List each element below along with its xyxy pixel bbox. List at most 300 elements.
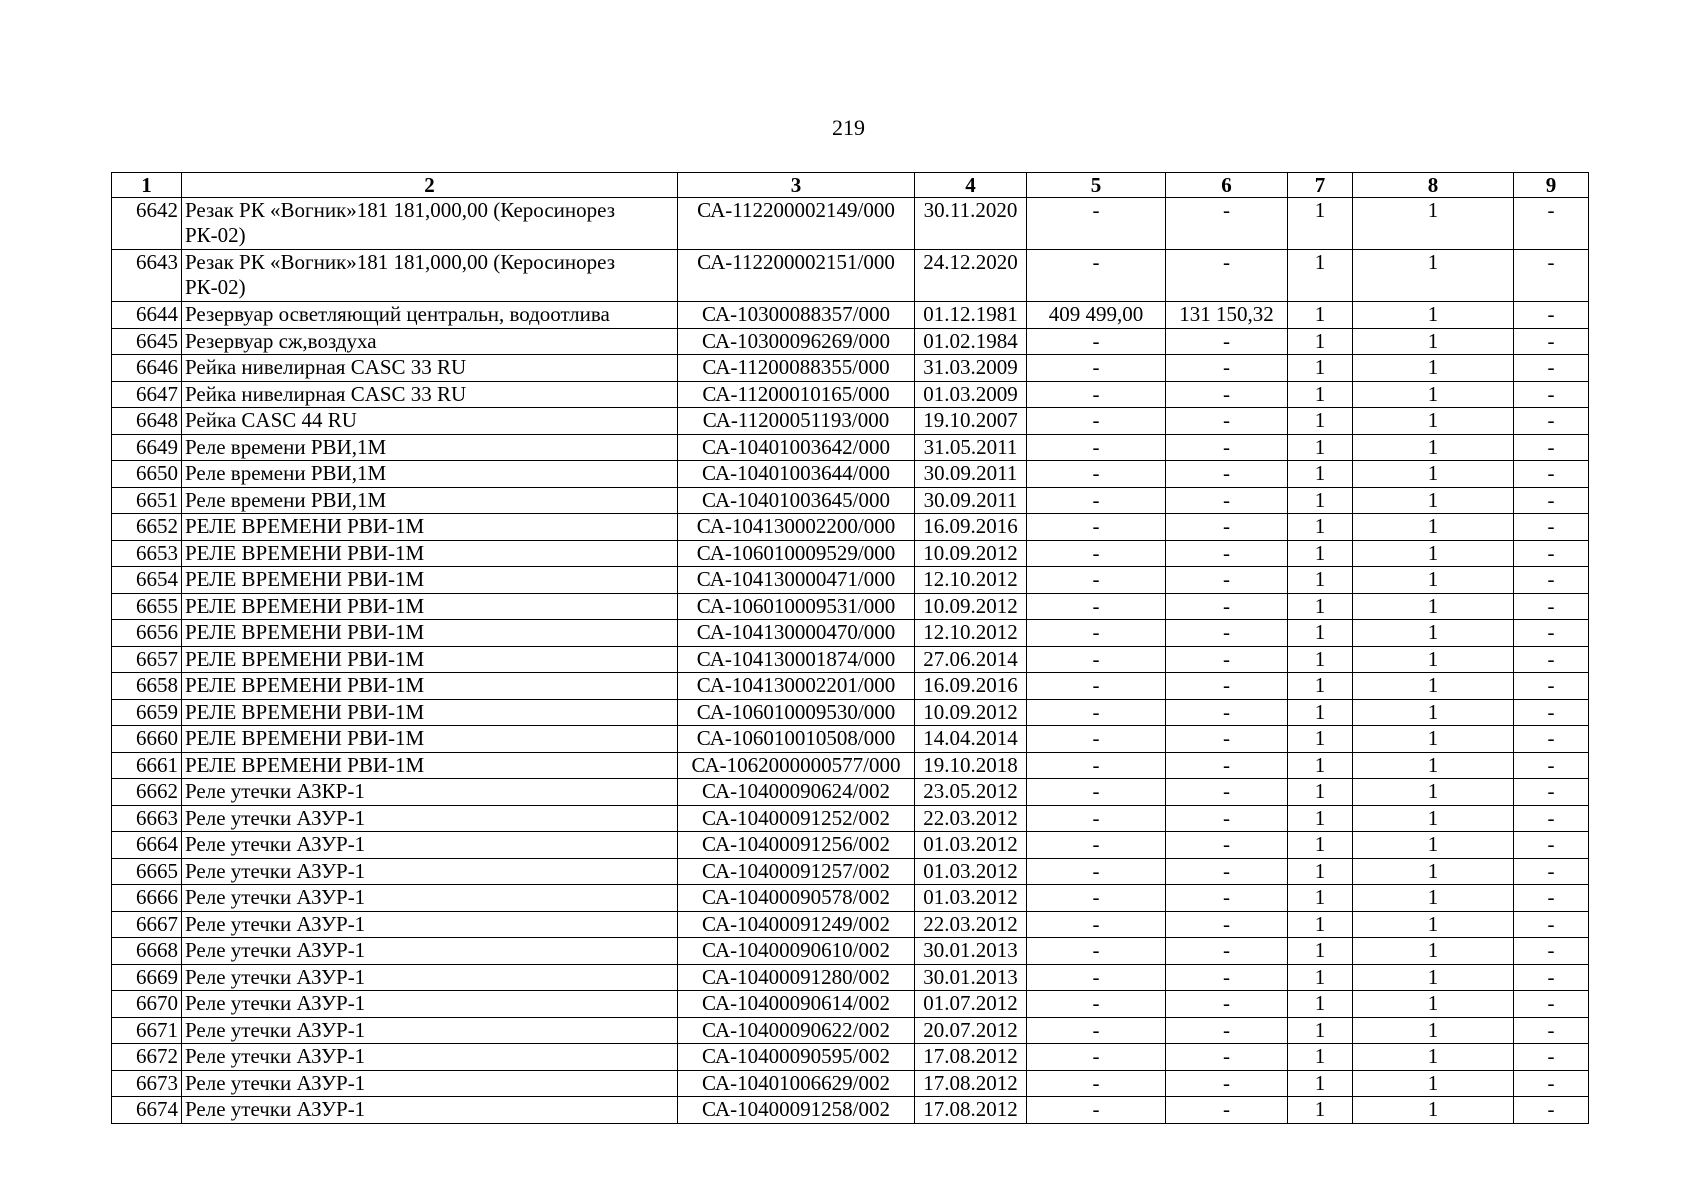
table-row xyxy=(112,726,1589,753)
table-row xyxy=(112,198,1589,250)
col-9-value: - xyxy=(1514,779,1589,806)
col-7-value: 1 xyxy=(1288,620,1353,647)
col-8-value: 1 xyxy=(1353,673,1514,700)
col-9-value: - xyxy=(1514,938,1589,965)
col-8-value: 1 xyxy=(1353,461,1514,488)
table-row xyxy=(112,408,1589,435)
col-9-value: - xyxy=(1514,673,1589,700)
col-7-value: 1 xyxy=(1288,858,1353,885)
inventory-code: СА-106010009531/000 xyxy=(678,593,915,620)
col-5-value: - xyxy=(1027,434,1166,461)
row-number: 6662 xyxy=(112,779,182,806)
table-row xyxy=(112,250,1589,302)
col-6-value: - xyxy=(1166,673,1288,700)
col-8-value: 1 xyxy=(1353,885,1514,912)
col-6-value: - xyxy=(1166,514,1288,541)
col-9-value: - xyxy=(1514,726,1589,753)
col-9-value: - xyxy=(1514,540,1589,567)
row-number: 6661 xyxy=(112,752,182,779)
table-row xyxy=(112,1097,1589,1124)
item-name: Рейка нивелирная CASC 33 RU xyxy=(182,355,678,382)
col-5-value: - xyxy=(1027,1097,1166,1124)
col-5-value: - xyxy=(1027,885,1166,912)
row-number: 6650 xyxy=(112,461,182,488)
col-7-value: 1 xyxy=(1288,805,1353,832)
inventory-code: СА-10401006629/002 xyxy=(678,1070,915,1097)
date: 30.09.2011 xyxy=(915,487,1027,514)
col-8-value: 1 xyxy=(1353,381,1514,408)
col-8-value: 1 xyxy=(1353,198,1514,250)
inventory-code: СА-10400091252/002 xyxy=(678,805,915,832)
table-row xyxy=(112,858,1589,885)
item-name: Резервуар осветляющий центральн, водоотлива xyxy=(182,302,678,329)
col-6-value: - xyxy=(1166,620,1288,647)
inventory-code: СА-106010009530/000 xyxy=(678,699,915,726)
date: 31.03.2009 xyxy=(915,355,1027,382)
date: 31.05.2011 xyxy=(915,434,1027,461)
col-7-value: 1 xyxy=(1288,832,1353,859)
col-7-value: 1 xyxy=(1288,198,1353,250)
date: 01.03.2009 xyxy=(915,381,1027,408)
col-9-value: - xyxy=(1514,567,1589,594)
row-number: 6648 xyxy=(112,408,182,435)
header-cell: 6 xyxy=(1166,173,1288,198)
date: 01.03.2012 xyxy=(915,832,1027,859)
item-name: РЕЛЕ ВРЕМЕНИ РВИ-1М xyxy=(182,646,678,673)
item-name: Рейка нивелирная CASC 33 RU xyxy=(182,381,678,408)
item-name: РЕЛЕ ВРЕМЕНИ РВИ-1М xyxy=(182,673,678,700)
col-6-value: - xyxy=(1166,434,1288,461)
date: 16.09.2016 xyxy=(915,673,1027,700)
item-name: Реле утечки АЗУР-1 xyxy=(182,938,678,965)
table-row xyxy=(112,567,1589,594)
col-6-value: 131 150,32 xyxy=(1166,302,1288,329)
col-6-value: - xyxy=(1166,752,1288,779)
col-8-value: 1 xyxy=(1353,726,1514,753)
item-name: РЕЛЕ ВРЕМЕНИ РВИ-1М xyxy=(182,699,678,726)
header-row xyxy=(112,173,1589,198)
col-8-value: 1 xyxy=(1353,620,1514,647)
col-7-value: 1 xyxy=(1288,885,1353,912)
item-name: Реле утечки АЗУР-1 xyxy=(182,1097,678,1124)
item-name: РЕЛЕ ВРЕМЕНИ РВИ-1М xyxy=(182,514,678,541)
inventory-code: СА-10300088357/000 xyxy=(678,302,915,329)
col-8-value: 1 xyxy=(1353,858,1514,885)
col-6-value: - xyxy=(1166,885,1288,912)
col-6-value: - xyxy=(1166,487,1288,514)
row-number: 6643 xyxy=(112,250,182,302)
col-7-value: 1 xyxy=(1288,567,1353,594)
date: 19.10.2018 xyxy=(915,752,1027,779)
table-row xyxy=(112,461,1589,488)
col-8-value: 1 xyxy=(1353,805,1514,832)
date: 19.10.2007 xyxy=(915,408,1027,435)
col-7-value: 1 xyxy=(1288,1070,1353,1097)
col-7-value: 1 xyxy=(1288,752,1353,779)
row-number: 6659 xyxy=(112,699,182,726)
item-name: Резак РК «Вогник»181 181,000,00 (Керосинорез РК-02) xyxy=(182,250,678,302)
col-8-value: 1 xyxy=(1353,699,1514,726)
col-5-value: - xyxy=(1027,964,1166,991)
inventory-code: СА-11200051193/000 xyxy=(678,408,915,435)
col-9-value: - xyxy=(1514,408,1589,435)
table-row xyxy=(112,434,1589,461)
col-5-value: - xyxy=(1027,1070,1166,1097)
table-row xyxy=(112,779,1589,806)
col-8-value: 1 xyxy=(1353,1044,1514,1071)
inventory-code: СА-1062000000577/000 xyxy=(678,752,915,779)
col-6-value: - xyxy=(1166,408,1288,435)
col-7-value: 1 xyxy=(1288,381,1353,408)
table-body xyxy=(112,198,1589,1124)
header-cell: 4 xyxy=(915,173,1027,198)
row-number: 6668 xyxy=(112,938,182,965)
inventory-code: СА-10400091249/002 xyxy=(678,911,915,938)
inventory-code: СА-10400090578/002 xyxy=(678,885,915,912)
col-7-value: 1 xyxy=(1288,646,1353,673)
inventory-code: СА-112200002151/000 xyxy=(678,250,915,302)
date: 30.11.2020 xyxy=(915,198,1027,250)
col-6-value: - xyxy=(1166,198,1288,250)
col-7-value: 1 xyxy=(1288,540,1353,567)
row-number: 6670 xyxy=(112,991,182,1018)
item-name: Реле утечки АЗУР-1 xyxy=(182,911,678,938)
row-number: 6673 xyxy=(112,1070,182,1097)
inventory-code: СА-104130002200/000 xyxy=(678,514,915,541)
date: 16.09.2016 xyxy=(915,514,1027,541)
col-7-value: 1 xyxy=(1288,328,1353,355)
table-row xyxy=(112,699,1589,726)
date: 23.05.2012 xyxy=(915,779,1027,806)
date: 30.09.2011 xyxy=(915,461,1027,488)
col-7-value: 1 xyxy=(1288,593,1353,620)
col-6-value: - xyxy=(1166,938,1288,965)
col-9-value: - xyxy=(1514,328,1589,355)
col-9-value: - xyxy=(1514,1044,1589,1071)
item-name: Реле утечки АЗУР-1 xyxy=(182,885,678,912)
date: 17.08.2012 xyxy=(915,1070,1027,1097)
inventory-code: СА-10401003645/000 xyxy=(678,487,915,514)
col-7-value: 1 xyxy=(1288,938,1353,965)
col-6-value: - xyxy=(1166,250,1288,302)
col-6-value: - xyxy=(1166,381,1288,408)
col-5-value: - xyxy=(1027,779,1166,806)
row-number: 6653 xyxy=(112,540,182,567)
row-number: 6664 xyxy=(112,832,182,859)
col-6-value: - xyxy=(1166,461,1288,488)
col-9-value: - xyxy=(1514,198,1589,250)
col-6-value: - xyxy=(1166,567,1288,594)
col-9-value: - xyxy=(1514,1097,1589,1124)
col-5-value: - xyxy=(1027,198,1166,250)
inventory-code: СА-10401003644/000 xyxy=(678,461,915,488)
table-row xyxy=(112,355,1589,382)
row-number: 6651 xyxy=(112,487,182,514)
date: 17.08.2012 xyxy=(915,1044,1027,1071)
col-6-value: - xyxy=(1166,1097,1288,1124)
table-row xyxy=(112,1017,1589,1044)
col-5-value: - xyxy=(1027,540,1166,567)
table-row xyxy=(112,752,1589,779)
col-5-value: - xyxy=(1027,752,1166,779)
inventory-code: СА-10300096269/000 xyxy=(678,328,915,355)
table-row xyxy=(112,487,1589,514)
col-5-value: - xyxy=(1027,514,1166,541)
col-7-value: 1 xyxy=(1288,355,1353,382)
date: 01.12.1981 xyxy=(915,302,1027,329)
header-cell: 3 xyxy=(678,173,915,198)
table-row xyxy=(112,593,1589,620)
col-5-value: - xyxy=(1027,328,1166,355)
col-8-value: 1 xyxy=(1353,355,1514,382)
col-9-value: - xyxy=(1514,250,1589,302)
col-7-value: 1 xyxy=(1288,673,1353,700)
col-8-value: 1 xyxy=(1353,302,1514,329)
table-row xyxy=(112,911,1589,938)
table-row xyxy=(112,514,1589,541)
col-8-value: 1 xyxy=(1353,1097,1514,1124)
row-number: 6656 xyxy=(112,620,182,647)
inventory-code: СА-10400090595/002 xyxy=(678,1044,915,1071)
col-5-value: - xyxy=(1027,726,1166,753)
table-row xyxy=(112,1070,1589,1097)
date: 01.03.2012 xyxy=(915,858,1027,885)
col-9-value: - xyxy=(1514,1070,1589,1097)
row-number: 6658 xyxy=(112,673,182,700)
row-number: 6674 xyxy=(112,1097,182,1124)
row-number: 6666 xyxy=(112,885,182,912)
col-8-value: 1 xyxy=(1353,328,1514,355)
date: 12.10.2012 xyxy=(915,620,1027,647)
table-row xyxy=(112,673,1589,700)
col-5-value: - xyxy=(1027,991,1166,1018)
col-5-value: - xyxy=(1027,1017,1166,1044)
header-cell: 9 xyxy=(1514,173,1589,198)
col-8-value: 1 xyxy=(1353,408,1514,435)
row-number: 6642 xyxy=(112,198,182,250)
col-6-value: - xyxy=(1166,593,1288,620)
inventory-code: СА-10400090610/002 xyxy=(678,938,915,965)
col-7-value: 1 xyxy=(1288,302,1353,329)
col-8-value: 1 xyxy=(1353,250,1514,302)
col-7-value: 1 xyxy=(1288,514,1353,541)
col-6-value: - xyxy=(1166,832,1288,859)
col-5-value: - xyxy=(1027,250,1166,302)
col-5-value: - xyxy=(1027,567,1166,594)
table-row xyxy=(112,620,1589,647)
table-row xyxy=(112,1044,1589,1071)
col-5-value: - xyxy=(1027,593,1166,620)
page-number: 219 xyxy=(832,115,865,140)
date: 10.09.2012 xyxy=(915,699,1027,726)
table-row xyxy=(112,381,1589,408)
col-9-value: - xyxy=(1514,487,1589,514)
col-9-value: - xyxy=(1514,991,1589,1018)
col-8-value: 1 xyxy=(1353,911,1514,938)
table-row xyxy=(112,805,1589,832)
item-name: Рейка CASC 44 RU xyxy=(182,408,678,435)
item-name: Реле утечки АЗКР-1 xyxy=(182,779,678,806)
col-5-value: - xyxy=(1027,487,1166,514)
col-9-value: - xyxy=(1514,885,1589,912)
col-6-value: - xyxy=(1166,1017,1288,1044)
col-9-value: - xyxy=(1514,805,1589,832)
col-8-value: 1 xyxy=(1353,832,1514,859)
row-number: 6665 xyxy=(112,858,182,885)
col-5-value: - xyxy=(1027,646,1166,673)
header-cell: 2 xyxy=(182,173,678,198)
col-9-value: - xyxy=(1514,355,1589,382)
col-6-value: - xyxy=(1166,911,1288,938)
row-number: 6647 xyxy=(112,381,182,408)
col-9-value: - xyxy=(1514,302,1589,329)
col-6-value: - xyxy=(1166,779,1288,806)
col-5-value: - xyxy=(1027,355,1166,382)
inventory-code: СА-11200010165/000 xyxy=(678,381,915,408)
col-7-value: 1 xyxy=(1288,1097,1353,1124)
col-8-value: 1 xyxy=(1353,567,1514,594)
row-number: 6646 xyxy=(112,355,182,382)
col-6-value: - xyxy=(1166,964,1288,991)
inventory-code: СА-104130000471/000 xyxy=(678,567,915,594)
item-name: Реле утечки АЗУР-1 xyxy=(182,1017,678,1044)
item-name: Реле утечки АЗУР-1 xyxy=(182,858,678,885)
inventory-code: СА-10400091256/002 xyxy=(678,832,915,859)
col-5-value: - xyxy=(1027,381,1166,408)
col-7-value: 1 xyxy=(1288,434,1353,461)
col-8-value: 1 xyxy=(1353,991,1514,1018)
col-8-value: 1 xyxy=(1353,540,1514,567)
item-name: Реле утечки АЗУР-1 xyxy=(182,1044,678,1071)
header-cell: 7 xyxy=(1288,173,1353,198)
col-9-value: - xyxy=(1514,699,1589,726)
inventory-code: СА-106010010508/000 xyxy=(678,726,915,753)
col-9-value: - xyxy=(1514,461,1589,488)
item-name: Реле утечки АЗУР-1 xyxy=(182,1070,678,1097)
col-9-value: - xyxy=(1514,593,1589,620)
table-row xyxy=(112,938,1589,965)
row-number: 6652 xyxy=(112,514,182,541)
col-9-value: - xyxy=(1514,964,1589,991)
col-5-value: - xyxy=(1027,673,1166,700)
col-7-value: 1 xyxy=(1288,699,1353,726)
row-number: 6657 xyxy=(112,646,182,673)
col-7-value: 1 xyxy=(1288,726,1353,753)
col-7-value: 1 xyxy=(1288,487,1353,514)
date: 10.09.2012 xyxy=(915,593,1027,620)
inventory-code: СА-10400090622/002 xyxy=(678,1017,915,1044)
col-6-value: - xyxy=(1166,699,1288,726)
col-8-value: 1 xyxy=(1353,938,1514,965)
row-number: 6663 xyxy=(112,805,182,832)
inventory-code: СА-104130001874/000 xyxy=(678,646,915,673)
table-row xyxy=(112,646,1589,673)
col-6-value: - xyxy=(1166,540,1288,567)
inventory-code: СА-11200088355/000 xyxy=(678,355,915,382)
col-8-value: 1 xyxy=(1353,487,1514,514)
date: 30.01.2013 xyxy=(915,964,1027,991)
col-5-value: - xyxy=(1027,461,1166,488)
col-9-value: - xyxy=(1514,514,1589,541)
item-name: РЕЛЕ ВРЕМЕНИ РВИ-1М xyxy=(182,620,678,647)
col-6-value: - xyxy=(1166,726,1288,753)
item-name: РЕЛЕ ВРЕМЕНИ РВИ-1М xyxy=(182,593,678,620)
col-9-value: - xyxy=(1514,434,1589,461)
col-8-value: 1 xyxy=(1353,779,1514,806)
date: 01.07.2012 xyxy=(915,991,1027,1018)
table-row xyxy=(112,991,1589,1018)
col-8-value: 1 xyxy=(1353,646,1514,673)
col-9-value: - xyxy=(1514,646,1589,673)
col-6-value: - xyxy=(1166,355,1288,382)
inventory-code: СА-10400090624/002 xyxy=(678,779,915,806)
col-5-value: - xyxy=(1027,1044,1166,1071)
header-cell: 5 xyxy=(1027,173,1166,198)
inventory-code: СА-106010009529/000 xyxy=(678,540,915,567)
date: 22.03.2012 xyxy=(915,805,1027,832)
col-6-value: - xyxy=(1166,805,1288,832)
row-number: 6649 xyxy=(112,434,182,461)
col-6-value: - xyxy=(1166,328,1288,355)
row-number: 6672 xyxy=(112,1044,182,1071)
inventory-code: СА-112200002149/000 xyxy=(678,198,915,250)
col-5-value: - xyxy=(1027,938,1166,965)
row-number: 6645 xyxy=(112,328,182,355)
date: 30.01.2013 xyxy=(915,938,1027,965)
col-5-value: - xyxy=(1027,832,1166,859)
date: 14.04.2014 xyxy=(915,726,1027,753)
col-8-value: 1 xyxy=(1353,964,1514,991)
inventory-code: СА-10401003642/000 xyxy=(678,434,915,461)
table-row xyxy=(112,964,1589,991)
date: 17.08.2012 xyxy=(915,1097,1027,1124)
col-6-value: - xyxy=(1166,991,1288,1018)
col-9-value: - xyxy=(1514,832,1589,859)
col-6-value: - xyxy=(1166,1070,1288,1097)
inventory-code: СА-10400091257/002 xyxy=(678,858,915,885)
item-name: Реле времени РВИ,1М xyxy=(182,434,678,461)
inventory-table xyxy=(111,172,1589,1124)
col-8-value: 1 xyxy=(1353,1070,1514,1097)
date: 22.03.2012 xyxy=(915,911,1027,938)
inventory-code: СА-10400091258/002 xyxy=(678,1097,915,1124)
date: 01.02.1984 xyxy=(915,328,1027,355)
col-8-value: 1 xyxy=(1353,434,1514,461)
table-row xyxy=(112,302,1589,329)
table-row xyxy=(112,540,1589,567)
col-9-value: - xyxy=(1514,620,1589,647)
col-9-value: - xyxy=(1514,911,1589,938)
item-name: РЕЛЕ ВРЕМЕНИ РВИ-1М xyxy=(182,752,678,779)
inventory-code: СА-104130000470/000 xyxy=(678,620,915,647)
col-9-value: - xyxy=(1514,1017,1589,1044)
date: 27.06.2014 xyxy=(915,646,1027,673)
item-name: РЕЛЕ ВРЕМЕНИ РВИ-1М xyxy=(182,540,678,567)
item-name: РЕЛЕ ВРЕМЕНИ РВИ-1М xyxy=(182,726,678,753)
inventory-code: СА-10400090614/002 xyxy=(678,991,915,1018)
item-name: Реле утечки АЗУР-1 xyxy=(182,832,678,859)
item-name: Реле утечки АЗУР-1 xyxy=(182,805,678,832)
item-name: Реле утечки АЗУР-1 xyxy=(182,991,678,1018)
item-name: Резервуар сж,воздуха xyxy=(182,328,678,355)
row-number: 6660 xyxy=(112,726,182,753)
date: 20.07.2012 xyxy=(915,1017,1027,1044)
col-5-value: - xyxy=(1027,408,1166,435)
col-9-value: - xyxy=(1514,752,1589,779)
date: 24.12.2020 xyxy=(915,250,1027,302)
col-7-value: 1 xyxy=(1288,779,1353,806)
table-row xyxy=(112,885,1589,912)
